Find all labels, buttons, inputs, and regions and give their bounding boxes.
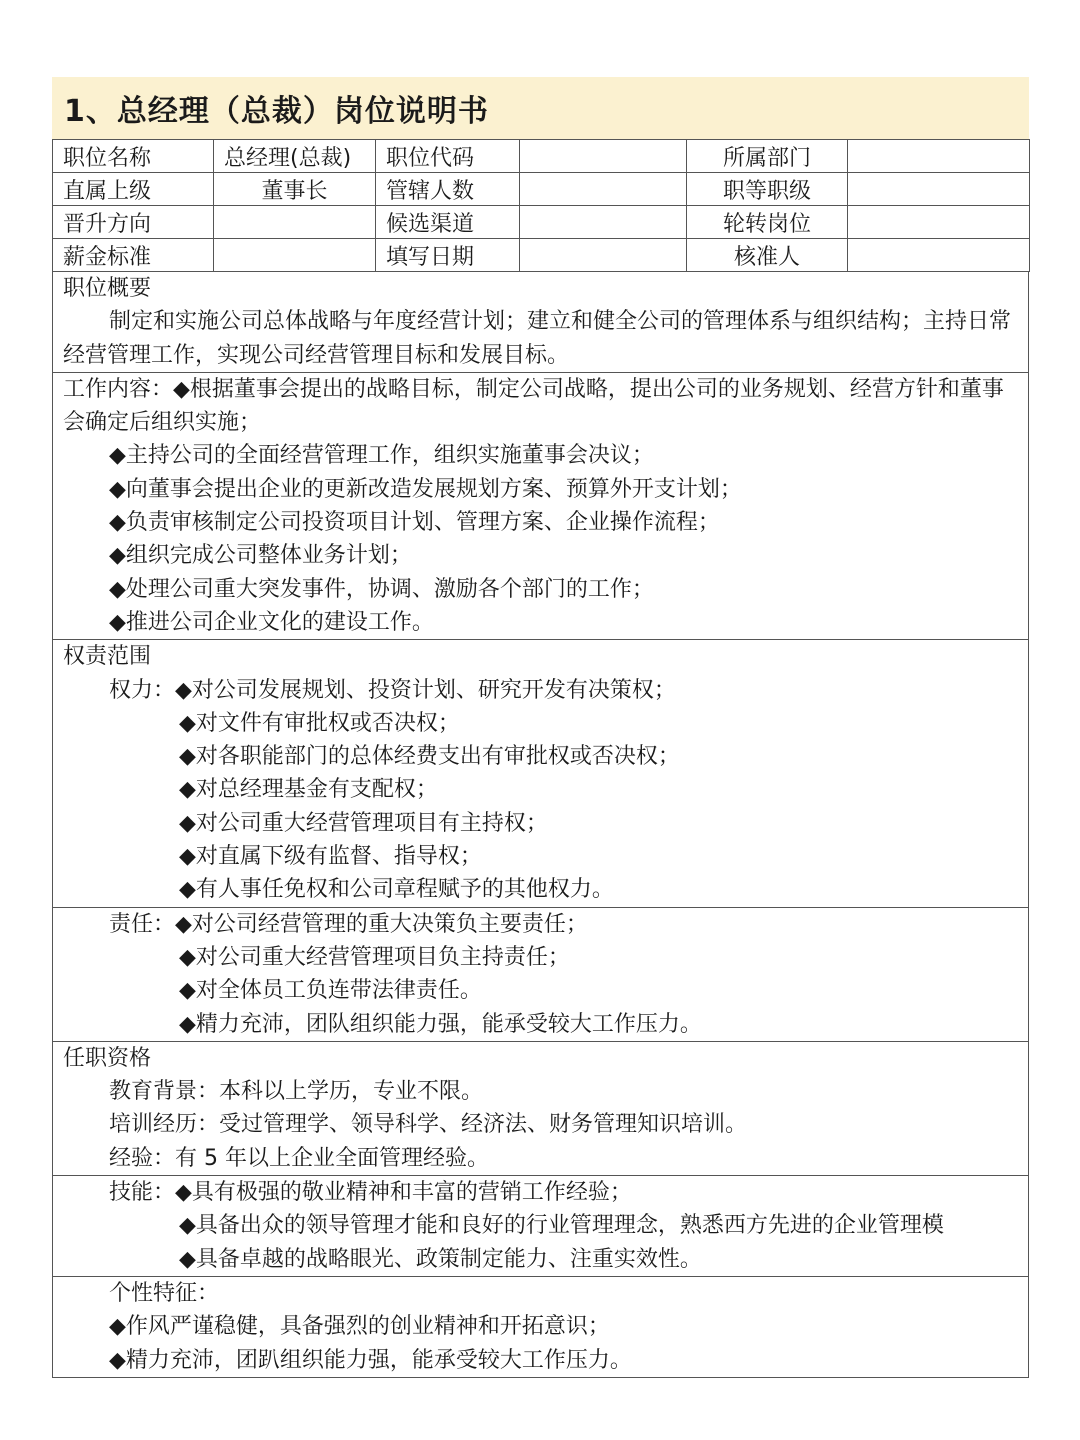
education-line: 教育背景：本科以上学历，专业不限。 (109, 1079, 484, 1105)
list-item: ◆作风严谨稳健，具备强烈的创业精神和开拓意识； (109, 1314, 610, 1340)
list-item: ◆具有极强的敬业精神和丰富的营销工作经验； (175, 1180, 632, 1206)
experience-line: 经验：有 5 年以上企业全面管理经验。 (109, 1145, 489, 1171)
list-item: ◆对公司经营管理的重大决策负主要责任； (175, 911, 588, 937)
table-row (53, 206, 1030, 239)
value-salary (214, 239, 376, 272)
list-item: ◆对公司重大经营管理项目负主持责任； (179, 944, 570, 970)
qualification-heading: 任职资格 (63, 1045, 152, 1071)
personality-label: 个性特征： (109, 1280, 220, 1306)
personality-section (52, 1277, 1029, 1378)
qualification-section (52, 1042, 1029, 1176)
page-title: 1、总经理（总裁）岗位说明书 (52, 77, 1029, 139)
training-line: 培训经历：受过管理学、领导科学、经济法、财务管理知识培训。 (109, 1112, 748, 1138)
value-grade (848, 173, 1030, 206)
value-position-code (520, 140, 687, 173)
label-supervisor: 直属上级 (53, 173, 214, 206)
value-candidate-channel (520, 206, 687, 239)
duty-label: 责任： (109, 911, 176, 937)
label-grade: 职等职级 (687, 173, 848, 206)
value-rotation (848, 206, 1030, 239)
label-salary: 薪金标准 (53, 239, 214, 272)
list-item: ◆对文件有审批权或否决权； (179, 710, 460, 736)
list-item: ◆精力充沛，团趴组织能力强，能承受较大工作压力。 (109, 1347, 632, 1373)
list-item: ◆对全体员工负连带法律责任。 (179, 978, 482, 1004)
label-position-name: 职位名称 (53, 140, 214, 173)
list-item: ◆对各职能部门的总体经费支出有审批权或否决权； (179, 744, 680, 770)
list-item: ◆处理公司重大突发事件，协调、激励各个部门的工作； (109, 576, 654, 602)
list-item: ◆有人事任免权和公司章程赋予的其他权力。 (179, 877, 614, 903)
list-item: ◆具备出众的领导管理才能和良好的行业管理理念，熟悉西方先进的企业管理模 (179, 1213, 944, 1239)
work-content-first: 工作内容：◆根据董事会提出的战略目标，制定公司战略，提出公司的业务规划、经营方针和董事会确定后组织实施； (63, 376, 1004, 436)
value-department (848, 140, 1030, 173)
duty-first-line (63, 908, 1018, 941)
list-item: ◆对直属下级有监督、指导权； (179, 844, 482, 870)
list-item: ◆对公司发展规划、投资计划、研究开发有决策权； (175, 677, 676, 703)
table-row (53, 140, 1030, 173)
power-label: 权力： (109, 677, 176, 703)
list-item: ◆负责审核制定公司投资项目计划、管理方案、企业操作流程； (109, 510, 720, 536)
info-table (52, 139, 1030, 272)
authority-power-section (52, 640, 1029, 907)
value-subordinates (520, 173, 687, 206)
skills-label: 技能： (109, 1180, 176, 1206)
label-fill-date: 填写日期 (376, 239, 520, 272)
power-first-line (63, 674, 1018, 707)
authority-heading: 权责范围 (63, 644, 152, 670)
label-position-code: 职位代码 (376, 140, 520, 173)
label-approver: 核准人 (687, 239, 848, 272)
label-rotation: 轮转岗位 (687, 206, 848, 239)
value-position-name: 总经理(总裁) (214, 140, 376, 173)
list-item: ◆组织完成公司整体业务计划； (109, 543, 412, 569)
list-item: ◆主持公司的全面经营管理工作，组织实施董事会决议； (109, 443, 654, 469)
table-row (53, 173, 1030, 206)
value-supervisor: 董事长 (214, 173, 376, 206)
label-department: 所属部门 (687, 140, 848, 173)
label-promotion: 晋升方向 (53, 206, 214, 239)
value-fill-date (520, 239, 687, 272)
skills-first-line (63, 1176, 1018, 1209)
job-description-document (52, 77, 1029, 1378)
value-approver (848, 239, 1030, 272)
overview-heading: 职位概要 (63, 276, 152, 301)
list-item: ◆对总经理基金有支配权； (179, 777, 438, 803)
work-content-section (52, 373, 1029, 640)
overview-section (52, 272, 1029, 373)
overview-text: 制定和实施公司总体战略与年度经营计划；建立和健全公司的管理体系与组织结构；主持日常经营管理工作，实现公司经营管理目标和发展目标。 (63, 309, 1012, 368)
list-item: ◆向董事会提出企业的更新改造发展规划方案、预算外开支计划； (109, 476, 742, 502)
list-item: ◆精力充沛，团队组织能力强，能承受较大工作压力。 (179, 1011, 702, 1037)
skills-section (52, 1176, 1029, 1277)
table-row (53, 239, 1030, 272)
value-promotion (214, 206, 376, 239)
authority-duty-section (52, 908, 1029, 1042)
label-subordinates: 管辖人数 (376, 173, 520, 206)
label-candidate-channel: 候选渠道 (376, 206, 520, 239)
list-item: ◆对公司重大经营管理项目有主持权； (179, 810, 548, 836)
list-item: ◆具备卓越的战略眼光、政策制定能力、注重实效性。 (179, 1246, 702, 1272)
list-item: ◆推进公司企业文化的建设工作。 (109, 609, 434, 635)
